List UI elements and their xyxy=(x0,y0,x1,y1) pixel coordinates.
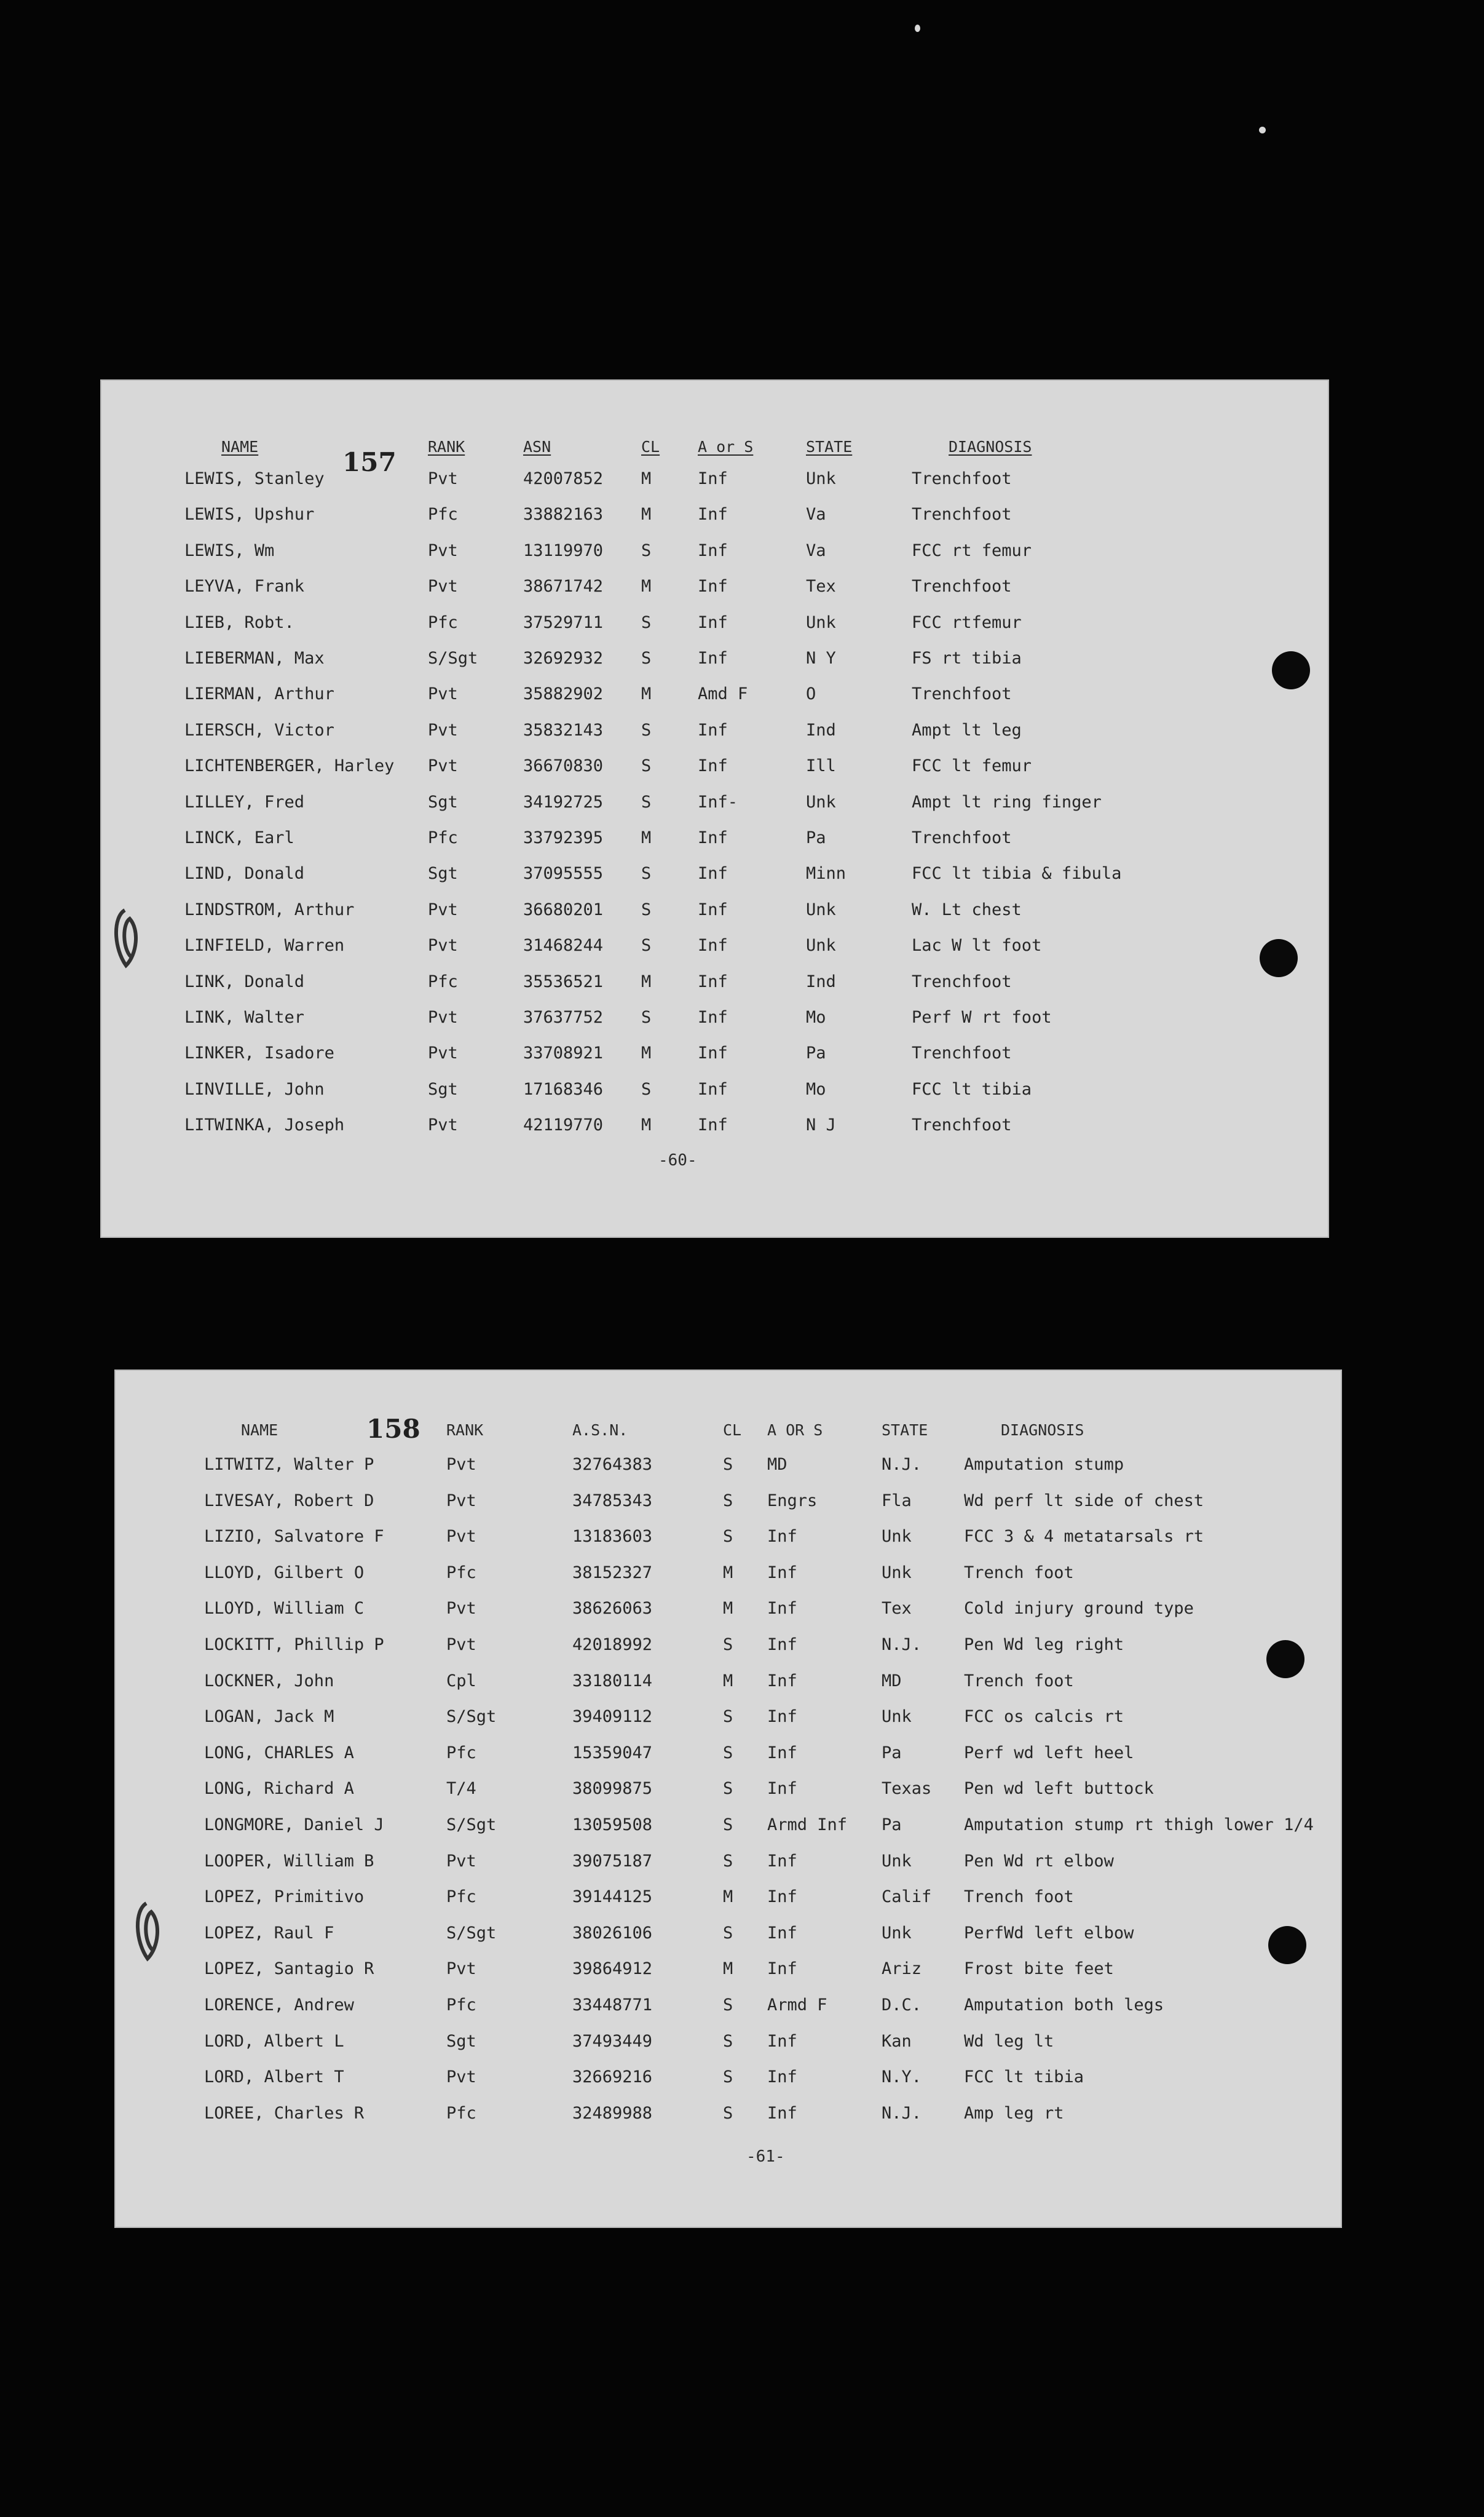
cell-cl: S xyxy=(723,2031,733,2051)
cell-aors: Inf xyxy=(767,1851,797,1871)
cell-cl: M xyxy=(723,1563,733,1582)
cell-asn: 32692932 xyxy=(523,649,604,668)
cell-asn: 38671742 xyxy=(523,577,604,597)
page-stamp-number: 157 xyxy=(342,447,397,477)
cell-state: Pa xyxy=(806,828,826,847)
cell-cl: M xyxy=(641,684,652,704)
cell-cl: S xyxy=(641,864,652,884)
cell-aors: Inf xyxy=(767,2031,797,2051)
cell-cl: S xyxy=(723,1455,733,1474)
cell-diagnosis: FCC rt femur xyxy=(912,541,1032,560)
cell-aors: Inf xyxy=(767,1527,797,1547)
cell-rank: Pvt xyxy=(446,1491,476,1510)
cell-diagnosis: Pen Wd leg right xyxy=(964,1635,1124,1654)
cell-asn: 13183603 xyxy=(572,1527,653,1547)
cell-rank: Pfc xyxy=(446,1887,476,1907)
cell-state: Va xyxy=(806,541,826,560)
cell-aors: Inf xyxy=(698,972,728,991)
cell-name: LIZIO, Salvatore F xyxy=(204,1527,384,1547)
cell-rank: Pvt xyxy=(446,1527,476,1547)
cell-name: LORENCE, Andrew xyxy=(204,1996,354,2015)
cell-asn: 31468244 xyxy=(523,936,604,956)
cell-diagnosis: Frost bite feet xyxy=(964,1959,1114,1979)
cell-aors: Inf xyxy=(698,864,728,884)
cell-state: Ind xyxy=(806,720,836,740)
cell-aors: Inf xyxy=(698,612,728,632)
cell-rank: Cpl xyxy=(446,1671,476,1691)
cell-aors: Inf xyxy=(767,1923,797,1943)
cell-state: Texas xyxy=(882,1779,932,1799)
cell-asn: 42119770 xyxy=(523,1116,604,1135)
column-header-state: STATE xyxy=(882,1421,928,1439)
cell-aors: Inf xyxy=(698,936,728,956)
cell-state: Calif xyxy=(882,1887,932,1907)
cell-state: Minn xyxy=(806,864,847,884)
roster-sheet-page-60 xyxy=(100,379,1329,1238)
cell-cl: S xyxy=(723,1635,733,1654)
cell-diagnosis: FCC os calcis rt xyxy=(964,1707,1124,1727)
cell-asn: 39144125 xyxy=(572,1887,653,1907)
cell-diagnosis: Trenchfoot xyxy=(912,577,1012,597)
cell-asn: 32489988 xyxy=(572,2103,653,2123)
cell-state: Va xyxy=(806,505,826,525)
cell-name: LONG, CHARLES A xyxy=(204,1743,354,1762)
cell-name: LINVILLE, John xyxy=(184,1079,325,1099)
cell-rank: Pfc xyxy=(446,1996,476,2015)
cell-cl: S xyxy=(641,792,652,812)
cell-diagnosis: FCC lt tibia & fibula xyxy=(912,864,1122,884)
cell-state: D.C. xyxy=(882,1996,922,2015)
column-header-asn: A.S.N. xyxy=(572,1421,628,1439)
cell-aors: Inf xyxy=(698,1044,728,1063)
cell-name: LONGMORE, Daniel J xyxy=(204,1815,384,1834)
cell-rank: Pvt xyxy=(428,469,458,488)
cell-name: LINK, Donald xyxy=(184,972,305,991)
cell-diagnosis: FCC lt tibia xyxy=(964,2067,1084,2087)
cell-cl: S xyxy=(723,1923,733,1943)
cell-cl: S xyxy=(723,1815,733,1834)
cell-name: LITWITZ, Walter P xyxy=(204,1455,374,1474)
cell-cl: S xyxy=(641,1079,652,1099)
cell-state: Pa xyxy=(806,1044,826,1063)
cell-cl: M xyxy=(641,1116,652,1135)
cell-asn: 35882902 xyxy=(523,684,604,704)
cell-rank: Sgt xyxy=(446,2031,476,2051)
cell-name: LIEB, Robt. xyxy=(184,612,294,632)
cell-cl: M xyxy=(723,1887,733,1907)
cell-rank: Pfc xyxy=(446,1743,476,1762)
cell-aors: Inf xyxy=(698,1008,728,1027)
cell-asn: 33792395 xyxy=(523,828,604,847)
cell-aors: Inf xyxy=(767,1887,797,1907)
cell-rank: Pfc xyxy=(446,1563,476,1582)
cell-rank: Pvt xyxy=(428,1008,458,1027)
cell-aors: MD xyxy=(767,1455,787,1474)
cell-state: Mo xyxy=(806,1079,826,1099)
cell-asn: 37529711 xyxy=(523,612,604,632)
cell-diagnosis: Trenchfoot xyxy=(912,684,1012,704)
cell-name: LICHTENBERGER, Harley xyxy=(184,756,395,776)
cell-cl: M xyxy=(641,577,652,597)
cell-asn: 13119970 xyxy=(523,541,604,560)
cell-cl: S xyxy=(641,1008,652,1027)
cell-aors: Engrs xyxy=(767,1491,818,1510)
cell-aors: Inf xyxy=(767,1671,797,1691)
page-footer-number: -61- xyxy=(746,2147,785,2166)
cell-aors: Inf xyxy=(767,1959,797,1979)
cell-rank: Pfc xyxy=(428,972,458,991)
cell-asn: 13059508 xyxy=(572,1815,653,1834)
cell-cl: M xyxy=(723,1599,733,1619)
cell-aors: Inf xyxy=(698,1079,728,1099)
cell-name: LONG, Richard A xyxy=(204,1779,354,1799)
cell-cl: M xyxy=(641,972,652,991)
cell-aors: Inf xyxy=(767,1563,797,1582)
cell-name: LINKER, Isadore xyxy=(184,1044,334,1063)
cell-aors: Amd F xyxy=(698,684,748,704)
cell-aors: Inf xyxy=(767,1743,797,1762)
column-header-name: NAME xyxy=(221,438,259,456)
cell-rank: S/Sgt xyxy=(446,1923,497,1943)
cell-rank: Sgt xyxy=(428,864,458,884)
cell-asn: 42018992 xyxy=(572,1635,653,1654)
cell-cl: M xyxy=(641,505,652,525)
cell-asn: 15359047 xyxy=(572,1743,653,1762)
cell-diagnosis: FCC lt tibia xyxy=(912,1079,1032,1099)
cell-name: LOPEZ, Raul F xyxy=(204,1923,334,1943)
page-footer-number: -60- xyxy=(658,1151,697,1170)
cell-asn: 36680201 xyxy=(523,900,604,919)
cell-state: Unk xyxy=(806,900,836,919)
column-header-rank: RANK xyxy=(446,1421,484,1439)
cell-diagnosis: Trenchfoot xyxy=(912,469,1012,488)
cell-name: LOPEZ, Santagio R xyxy=(204,1959,374,1979)
cell-cl: M xyxy=(723,1959,733,1979)
cell-cl: S xyxy=(723,1779,733,1799)
cell-name: LEWIS, Wm xyxy=(184,541,275,560)
cell-rank: Pvt xyxy=(428,936,458,956)
cell-aors: Inf xyxy=(767,2103,797,2123)
cell-cl: S xyxy=(641,936,652,956)
cell-cl: M xyxy=(641,1044,652,1063)
cell-diagnosis: Pen wd left buttock xyxy=(964,1779,1154,1799)
cell-name: LORD, Albert T xyxy=(204,2067,344,2087)
cell-state: Ill xyxy=(806,756,836,776)
cell-aors: Inf xyxy=(698,1116,728,1135)
cell-cl: S xyxy=(723,1527,733,1547)
cell-diagnosis: Wd leg lt xyxy=(964,2031,1054,2051)
cell-rank: Sgt xyxy=(428,1079,458,1099)
cell-cl: S xyxy=(723,1491,733,1510)
cell-aors: Inf xyxy=(698,649,728,668)
column-header-diagnosis: DIAGNOSIS xyxy=(949,438,1032,456)
cell-diagnosis: W. Lt chest xyxy=(912,900,1022,919)
cell-asn: 32764383 xyxy=(572,1455,653,1474)
cell-name: LEWIS, Upshur xyxy=(184,505,315,525)
cell-rank: Pfc xyxy=(446,2103,476,2123)
cell-state: Unk xyxy=(882,1707,912,1727)
cell-state: Unk xyxy=(806,936,836,956)
cell-cl: S xyxy=(641,720,652,740)
cell-cl: S xyxy=(641,649,652,668)
cell-state: Tex xyxy=(806,577,836,597)
cell-rank: Sgt xyxy=(428,792,458,812)
cell-rank: Pvt xyxy=(446,1635,476,1654)
cell-asn: 42007852 xyxy=(523,469,604,488)
cell-name: LLOYD, Gilbert O xyxy=(204,1563,365,1582)
cell-name: LLOYD, William C xyxy=(204,1599,365,1619)
cell-name: LEWIS, Stanley xyxy=(184,469,325,488)
column-header-aors: A or S xyxy=(698,438,754,456)
cell-asn: 32669216 xyxy=(572,2067,653,2087)
cell-name: LORD, Albert L xyxy=(204,2031,344,2051)
cell-cl: M xyxy=(641,469,652,488)
cell-diagnosis: Trenchfoot xyxy=(912,1116,1012,1135)
cell-rank: Pvt xyxy=(446,2067,476,2087)
cell-asn: 17168346 xyxy=(523,1079,604,1099)
cell-rank: Pvt xyxy=(446,1959,476,1979)
cell-state: Unk xyxy=(882,1563,912,1582)
cell-diagnosis: Trenchfoot xyxy=(912,828,1012,847)
cell-state: Tex xyxy=(882,1599,912,1619)
cell-aors: Inf xyxy=(767,2067,797,2087)
cell-name: LIVESAY, Robert D xyxy=(204,1491,374,1510)
cell-aors: Inf xyxy=(767,1707,797,1727)
cell-state: Ariz xyxy=(882,1959,922,1979)
cell-state: Unk xyxy=(882,1527,912,1547)
cell-aors: Inf xyxy=(698,577,728,597)
cell-diagnosis: Perf W rt foot xyxy=(912,1008,1052,1027)
cell-diagnosis: Amputation both legs xyxy=(964,1996,1164,2015)
cell-rank: Pvt xyxy=(428,756,458,776)
column-header-state: STATE xyxy=(806,438,853,456)
cell-name: LOPEZ, Primitivo xyxy=(204,1887,365,1907)
cell-name: LINK, Walter xyxy=(184,1008,305,1027)
cell-aors: Inf xyxy=(767,1599,797,1619)
cell-diagnosis: FCC lt femur xyxy=(912,756,1032,776)
cell-asn: 38026106 xyxy=(572,1923,653,1943)
cell-name: LINDSTROM, Arthur xyxy=(184,900,355,919)
cell-state: Pa xyxy=(882,1743,902,1762)
cell-asn: 38152327 xyxy=(572,1563,653,1582)
cell-aors: Inf xyxy=(698,541,728,560)
cell-rank: Pvt xyxy=(428,900,458,919)
column-header-asn: ASN xyxy=(523,438,551,456)
cell-aors: Inf xyxy=(767,1779,797,1799)
cell-cl: S xyxy=(641,756,652,776)
cell-state: Unk xyxy=(882,1923,912,1943)
cell-rank: S/Sgt xyxy=(428,649,478,668)
cell-aors: Armd F xyxy=(767,1996,827,2015)
cell-state: N.J. xyxy=(882,2103,922,2123)
cell-diagnosis: Amp leg rt xyxy=(964,2103,1064,2123)
cell-rank: Pvt xyxy=(446,1851,476,1871)
cell-name: LIERMAN, Arthur xyxy=(184,684,334,704)
punch-hole xyxy=(1272,651,1310,689)
cell-asn: 36670830 xyxy=(523,756,604,776)
cell-name: LIND, Donald xyxy=(184,864,305,884)
cell-diagnosis: Pen Wd rt elbow xyxy=(964,1851,1114,1871)
cell-diagnosis: Trench foot xyxy=(964,1887,1074,1907)
cell-rank: Pfc xyxy=(428,505,458,525)
cell-state: Pa xyxy=(882,1815,902,1834)
cell-cl: S xyxy=(723,1851,733,1871)
cell-state: Unk xyxy=(806,612,836,632)
cell-name: LOCKITT, Phillip P xyxy=(204,1635,384,1654)
cell-diagnosis: Lac W lt foot xyxy=(912,936,1042,956)
cell-state: Unk xyxy=(806,792,836,812)
cell-aors: Inf xyxy=(698,469,728,488)
cell-diagnosis: FS rt tibia xyxy=(912,649,1022,668)
cell-name: LINCK, Earl xyxy=(184,828,294,847)
cell-name: LIERSCH, Victor xyxy=(184,720,334,740)
cell-cl: M xyxy=(641,828,652,847)
cell-asn: 33448771 xyxy=(572,1996,653,2015)
cell-cl: S xyxy=(723,1743,733,1762)
cell-name: LIEBERMAN, Max xyxy=(184,649,325,668)
scan-speck xyxy=(915,25,920,32)
cell-diagnosis: PerfWd left elbow xyxy=(964,1923,1134,1943)
cell-state: N J xyxy=(806,1116,836,1135)
cell-rank: S/Sgt xyxy=(446,1815,497,1834)
paper-clip-mark xyxy=(129,1898,172,1966)
cell-name: LOOPER, William B xyxy=(204,1851,374,1871)
cell-rank: Pvt xyxy=(428,1116,458,1135)
paper-clip-mark xyxy=(108,905,151,973)
cell-cl: S xyxy=(641,541,652,560)
cell-rank: Pvt xyxy=(428,577,458,597)
cell-aors: Inf xyxy=(698,720,728,740)
cell-diagnosis: Ampt lt leg xyxy=(912,720,1022,740)
punch-hole xyxy=(1268,1926,1306,1964)
punch-hole xyxy=(1260,939,1298,977)
cell-asn: 33882163 xyxy=(523,505,604,525)
cell-aors: Inf xyxy=(698,505,728,525)
cell-name: LOGAN, Jack M xyxy=(204,1707,334,1727)
cell-asn: 39075187 xyxy=(572,1851,653,1871)
cell-state: Unk xyxy=(806,469,836,488)
cell-diagnosis: Trench foot xyxy=(964,1671,1074,1691)
column-header-diagnosis: DIAGNOSIS xyxy=(1001,1421,1084,1439)
cell-asn: 35832143 xyxy=(523,720,604,740)
cell-state: N.Y. xyxy=(882,2067,922,2087)
cell-state: Mo xyxy=(806,1008,826,1027)
cell-state: N.J. xyxy=(882,1635,922,1654)
cell-name: LINFIELD, Warren xyxy=(184,936,345,956)
cell-name: LOREE, Charles R xyxy=(204,2103,365,2123)
cell-aors: Inf xyxy=(698,828,728,847)
cell-diagnosis: Trench foot xyxy=(964,1563,1074,1582)
cell-diagnosis: Trenchfoot xyxy=(912,972,1012,991)
cell-rank: Pvt xyxy=(428,541,458,560)
cell-asn: 37095555 xyxy=(523,864,604,884)
cell-diagnosis: Trenchfoot xyxy=(912,505,1012,525)
cell-diagnosis: Ampt lt ring finger xyxy=(912,792,1102,812)
cell-asn: 35536521 xyxy=(523,972,604,991)
cell-cl: S xyxy=(723,1707,733,1727)
cell-diagnosis: Wd perf lt side of chest xyxy=(964,1491,1204,1510)
cell-rank: Pvt xyxy=(428,1044,458,1063)
cell-aors: Inf xyxy=(698,756,728,776)
scan-speck xyxy=(1259,127,1266,133)
cell-aors: Inf- xyxy=(698,792,738,812)
column-header-aors: A OR S xyxy=(767,1421,823,1439)
column-header-cl: CL xyxy=(641,438,660,456)
cell-diagnosis: Perf wd left heel xyxy=(964,1743,1134,1762)
cell-name: LOCKNER, John xyxy=(204,1671,334,1691)
cell-cl: S xyxy=(641,900,652,919)
cell-rank: T/4 xyxy=(446,1779,476,1799)
cell-rank: S/Sgt xyxy=(446,1707,497,1727)
cell-asn: 34192725 xyxy=(523,792,604,812)
cell-diagnosis: Amputation stump rt thigh lower 1/4 xyxy=(964,1815,1314,1834)
cell-diagnosis: FCC rtfemur xyxy=(912,612,1022,632)
cell-asn: 34785343 xyxy=(572,1491,653,1510)
cell-asn: 33180114 xyxy=(572,1671,653,1691)
cell-cl: S xyxy=(723,2067,733,2087)
cell-cl: S xyxy=(723,1996,733,2015)
cell-rank: Pvt xyxy=(428,720,458,740)
cell-diagnosis: Cold injury ground type xyxy=(964,1599,1194,1619)
cell-aors: Inf xyxy=(698,900,728,919)
cell-asn: 37637752 xyxy=(523,1008,604,1027)
cell-cl: S xyxy=(641,612,652,632)
cell-diagnosis: Trenchfoot xyxy=(912,1044,1012,1063)
column-header-name: NAME xyxy=(241,1421,278,1439)
cell-aors: Armd Inf xyxy=(767,1815,848,1834)
cell-rank: Pvt xyxy=(428,684,458,704)
page-stamp-number: 158 xyxy=(366,1414,420,1444)
cell-state: N Y xyxy=(806,649,836,668)
cell-aors: Inf xyxy=(767,1635,797,1654)
cell-rank: Pvt xyxy=(446,1455,476,1474)
cell-state: N.J. xyxy=(882,1455,922,1474)
cell-rank: Pfc xyxy=(428,828,458,847)
cell-state: Unk xyxy=(882,1851,912,1871)
cell-diagnosis: Amputation stump xyxy=(964,1455,1124,1474)
cell-state: Fla xyxy=(882,1491,912,1510)
roster-sheet-page-61 xyxy=(114,1369,1342,2228)
cell-asn: 33708921 xyxy=(523,1044,604,1063)
cell-asn: 38626063 xyxy=(572,1599,653,1619)
cell-asn: 39409112 xyxy=(572,1707,653,1727)
cell-name: LITWINKA, Joseph xyxy=(184,1116,345,1135)
cell-state: MD xyxy=(882,1671,902,1691)
cell-asn: 39864912 xyxy=(572,1959,653,1979)
cell-cl: S xyxy=(723,2103,733,2123)
cell-state: Kan xyxy=(882,2031,912,2051)
cell-name: LEYVA, Frank xyxy=(184,577,305,597)
cell-state: O xyxy=(806,684,816,704)
cell-asn: 38099875 xyxy=(572,1779,653,1799)
cell-cl: M xyxy=(723,1671,733,1691)
cell-rank: Pvt xyxy=(446,1599,476,1619)
punch-hole xyxy=(1266,1640,1304,1678)
cell-name: LILLEY, Fred xyxy=(184,792,305,812)
cell-diagnosis: FCC 3 & 4 metatarsals rt xyxy=(964,1527,1204,1547)
cell-state: Ind xyxy=(806,972,836,991)
cell-rank: Pfc xyxy=(428,612,458,632)
cell-asn: 37493449 xyxy=(572,2031,653,2051)
column-header-rank: RANK xyxy=(428,438,465,456)
column-header-cl: CL xyxy=(723,1421,742,1439)
